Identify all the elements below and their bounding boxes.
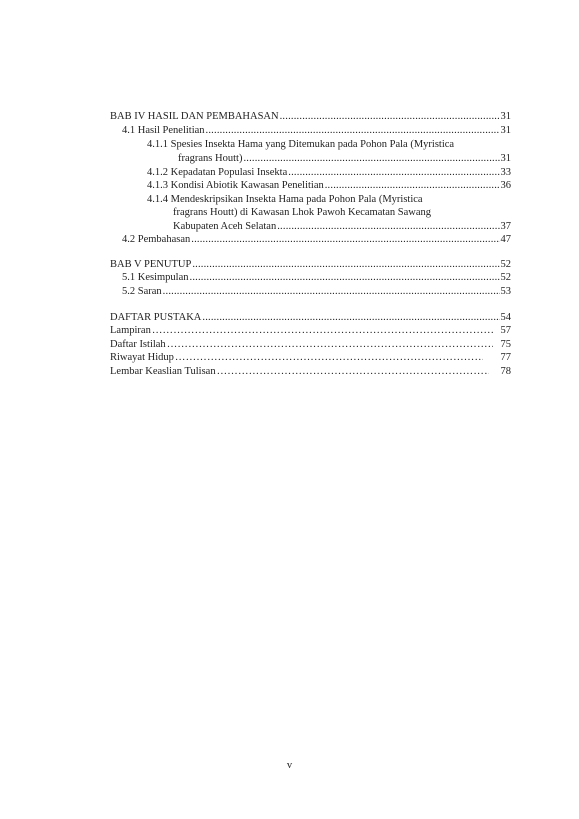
dot-leader — [243, 152, 499, 165]
dot-leader — [325, 179, 500, 192]
dot-leader — [190, 271, 500, 284]
dot-leader — [277, 220, 499, 233]
toc-entry-daftar-pustaka[interactable] — [110, 311, 511, 324]
toc-entry-page: 54 — [500, 312, 511, 323]
toc-entry-label: 5.2 Saran — [122, 286, 162, 297]
toc-entry-lembar-keaslian[interactable] — [110, 365, 511, 378]
toc-entry-4-1-3[interactable] — [147, 179, 511, 192]
dot-leader — [175, 351, 483, 364]
dot-leader — [152, 324, 493, 337]
toc-entry-5-1[interactable] — [122, 271, 511, 284]
toc-entry-label: Daftar Istilah — [110, 339, 166, 350]
toc-entry-page: 53 — [500, 286, 511, 297]
toc-entry-lampiran[interactable] — [110, 324, 511, 337]
toc-entry-page: 31 — [500, 125, 511, 136]
toc-entry-page: 33 — [500, 167, 511, 178]
toc-entry-4-1-1[interactable] — [178, 152, 511, 165]
toc-entry-riwayat-hidup[interactable] — [110, 351, 511, 364]
toc-entry-page: 52 — [500, 259, 511, 270]
toc-entry-page: 52 — [500, 272, 511, 283]
toc-entry-page: 37 — [500, 221, 511, 232]
dot-leader — [217, 365, 489, 378]
toc-entry-4-1-2[interactable] — [147, 166, 511, 179]
toc-entry-label: 4.2 Pembahasan — [122, 234, 191, 245]
toc-entry-daftar-istilah[interactable] — [110, 338, 511, 351]
dot-leader — [280, 110, 500, 123]
toc-entry-label: 4.1 Hasil Penelitian — [122, 125, 205, 136]
dot-leader — [288, 166, 499, 179]
dot-leader — [191, 233, 499, 246]
toc-entry-label: Riwayat Hidup — [110, 352, 174, 363]
toc-entry-label: Lampiran — [110, 325, 151, 336]
dot-leader — [206, 124, 500, 137]
toc-entry-4-1[interactable] — [122, 124, 511, 137]
toc-entry-page: 77 — [500, 352, 511, 363]
toc-entry-label: BAB V PENUTUP — [110, 259, 192, 270]
dot-leader — [167, 338, 493, 351]
dot-leader — [202, 311, 499, 324]
toc-entry-label: fragrans Houtt) — [178, 153, 243, 164]
dot-leader — [163, 285, 500, 298]
toc-entry-bab-5[interactable] — [110, 258, 511, 271]
toc-entry-label: 5.1 Kesimpulan — [122, 272, 189, 283]
toc-entry-4-2[interactable] — [122, 233, 511, 246]
toc-entry-label: 4.1.3 Kondisi Abiotik Kawasan Penelitian — [147, 180, 324, 191]
toc-entry-label: 4.1.2 Kepadatan Populasi Insekta — [147, 167, 288, 178]
toc-entry-label: Lembar Keaslian Tulisan — [110, 366, 216, 377]
toc-entry-page: 57 — [500, 325, 511, 336]
toc-entry-label: Kabupaten Aceh Selatan — [173, 221, 277, 232]
toc-entry-page: 36 — [500, 180, 511, 191]
dot-leader — [192, 258, 499, 271]
toc-entry-bab-4[interactable] — [110, 110, 511, 123]
toc-entry-page: 75 — [500, 339, 511, 350]
toc-entry-page: 47 — [500, 234, 511, 245]
toc-entry-4-1-1-line1[interactable]: 4.1.1 Spesies Insekta Hama yang Ditemukan pada Pohon Pala (Myristica — [147, 139, 455, 150]
toc-entry-page: 31 — [500, 153, 511, 164]
toc-entry-5-2[interactable] — [122, 285, 511, 298]
toc-entry-label: BAB IV HASIL DAN PEMBAHASAN — [110, 111, 279, 122]
toc-entry-page: 31 — [500, 111, 511, 122]
toc-entry-page: 78 — [500, 366, 511, 377]
toc-entry-4-1-4-line1[interactable]: 4.1.4 Mendeskripsikan Insekta Hama pada Pohon Pala (Myristica — [147, 194, 423, 205]
toc-entry-label: DAFTAR PUSTAKA — [110, 312, 202, 323]
toc-entry-4-1-4[interactable] — [173, 220, 511, 233]
page-number: v — [286, 760, 293, 771]
toc-entry-4-1-4-line2[interactable]: fragrans Houtt) di Kawasan Lhok Pawoh Kecamatan Sawang — [173, 207, 432, 218]
